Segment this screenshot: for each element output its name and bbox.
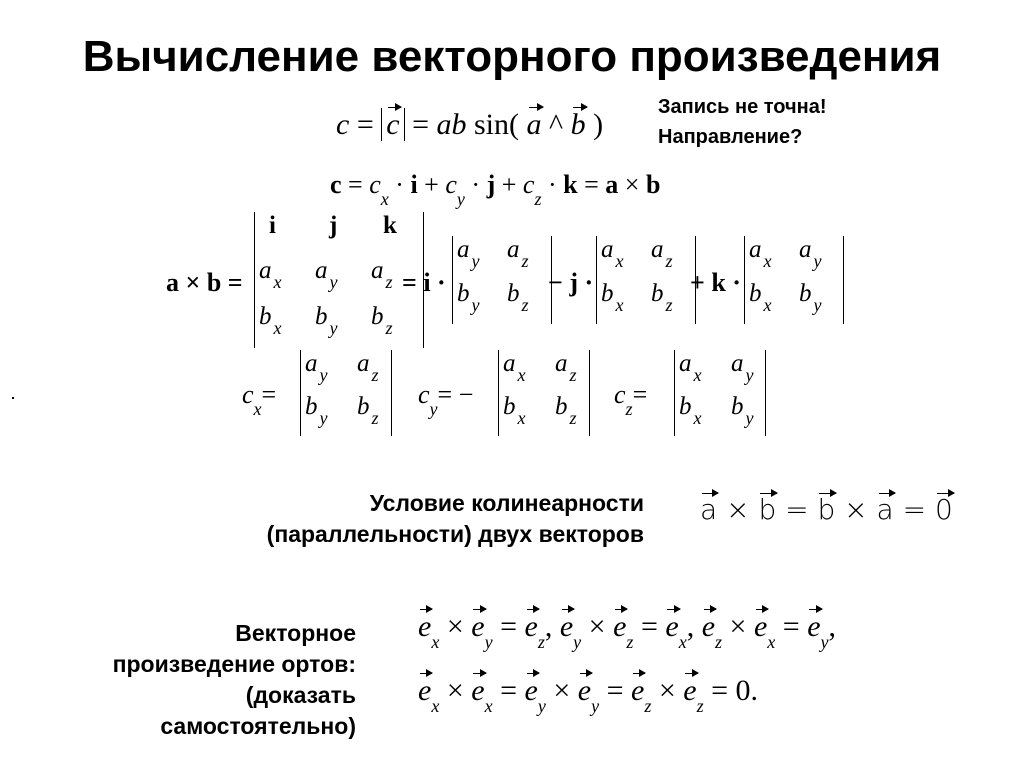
cx-label: $c_x=$	[242, 380, 277, 419]
minor-k: a x a y b x b y	[744, 236, 844, 324]
note	[658, 92, 827, 152]
collinearity-label	[100, 488, 644, 550]
i-term: = i ·	[402, 268, 446, 297]
cx-determinant: a y a z b y b z	[300, 350, 392, 436]
determinant-3x3: i j k a x a y a z b x b y b z	[254, 212, 424, 348]
magnitude-formula: c = c = ab sin( a ^ b )	[336, 108, 604, 141]
unit-vectors-label-line-1: Векторное	[235, 620, 356, 646]
cz-label: $c_z=$	[614, 380, 648, 419]
stray-dot	[12, 397, 14, 399]
unit-vectors-label-line-4: самостоятельно)	[160, 713, 356, 739]
j-term: − j ·	[548, 268, 594, 297]
components-formula: $c = c_x \cdot i + c_y \cdot j + c_z \cdot k = a \times b$	[330, 170, 661, 209]
determinant-lhs: a × b =	[166, 268, 243, 297]
unit-vectors-label-line-3: (доказать	[245, 682, 356, 708]
note-line-2: Направление?	[658, 126, 803, 148]
unit-vectors-row-1: $e_x \times e_y = e_z$, $e_y \times e_z = e_x$, $e_z \times e_x = e_y$,	[418, 610, 837, 652]
note-line-1: Запись не точна!	[658, 96, 827, 118]
collinearity-formula: a × b = b × a = 0	[700, 493, 953, 526]
cy-determinant: a x a z b x b z	[498, 350, 590, 436]
cy-label: $c_y=$ −	[418, 380, 474, 419]
page-title: Вычисление векторного произведения	[82, 32, 942, 81]
unit-vectors-label-line-2: произведение ортов:	[112, 651, 356, 677]
unit-vectors-label	[20, 618, 356, 742]
cz-determinant: a x a y b x b y	[674, 350, 766, 436]
unit-vectors-row-2: $e_x \times e_x = e_y \times e_y = e_z \times e_z = 0$.	[418, 674, 759, 716]
collinearity-label-line-1: Условие колинеарности	[369, 490, 644, 516]
minor-j: a x a z b x b z	[596, 236, 696, 324]
collinearity-label-line-2: (параллельности) двух векторов	[266, 521, 644, 547]
k-term: + k ·	[690, 268, 741, 297]
minor-i: a y a z b y b z	[452, 236, 552, 324]
